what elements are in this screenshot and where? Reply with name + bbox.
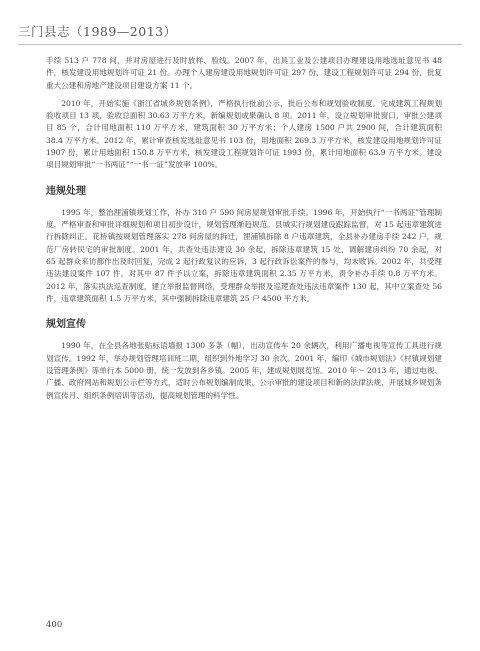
page-number: 400	[46, 620, 63, 630]
section-heading-publicity: 规划宣传	[46, 319, 86, 331]
paragraph: 1995 年，整治浬浦镇规划工作，补办 310 户 590 间房屋规划审批手续。1996 年，开始执行“一书两证”管理制度，严格审查和审批详细规划和项目初步设计，规划管理渐趋规范。县城实行规划建设跟踪监督，对 15 起违章建筑进行拆除纠正。花桥镇按规划管理落实 278 间房屋的拆迁，浬浦镇拆除 8 户违章建筑，全县补办建房手续 242 户，规范厂房转民宅的审批制度。2001 年，共查处违法建设 30 余起，拆除违章建筑 15 处，调解建房纠纷 70 余起，对 65 起群众来访都作出及时回复，完成 2 起行政复议的应诉，3 起行政诉讼案件的参与，均未败诉。2002 年，共受理违法建设案件 107 件，对其中 87 件予以立案，拆除违章建筑面积 2.35 万平方米，责令补办手续 0.8 万平方米。2012 年，落实执法巡查制度，建立举报监督网络，受理群众举报及巡逻查处违法违章案件 130 起，其中立案查处 56 件，违章建筑面积 1.5 万平方米，其中强制拆除违章建筑 25 户 4500 平方米。	[46, 207, 442, 303]
paragraph: 2010 年，开始实施《浙江省城乡规划条例》，严格执行批前公示、批后公布和规划验收制度。完成建筑工程规划验收项目 13 项，验收总面积 30.63 万平方米，新编规划成果确认 8 项。2011 年，设立规划审批窗口，审批公建项目 85 个，合计用地面积 110 万平方米，建筑面积 30 万平方米；个人建房 1500 户共 2900 间，合计建筑面积 38.4 万平方米。2012 年，累计审查核发选址意见书 103 份，用地面积 269.3 万平方米，核发建设用地规划许可证 1907 份，累计用地面积 150.8 万平方米，核发建设工程规划许可证 1993 份，累计用地面积 63.9 万平方米。建设项目规划审批“一书两证”“一书一证”发放率 100%。	[46, 98, 442, 170]
section-heading-violations: 违规处理	[46, 185, 86, 197]
header-rule	[18, 44, 462, 45]
paragraph: 手续 513 户 778 间，并对房屋进行及时放样、验线。2007 年，出具工业及公建项目办理建设用地选址意见书 48 件，核发建设用地规划许可证 21 份。办理个人建房建设用地规划许可证 297 份，建设工程规划许可证 294 份，批复重大公建和房地产建设项目建设方案 11 个。	[46, 56, 442, 90]
running-head-title: 三门县志（1989—2013）	[18, 24, 177, 39]
main-text	[46, 55, 442, 408]
paragraph: 1990 年，在全县各地张贴标语墙报 1300 多条（幅），出动宣传车 20 余辆次，利用广播电视等宣传工具进行规划宣传。1992 年，举办规划管理培训班二期，组织到外地学习 30 余次。2001 年，编印《城市规划法》《村镇规划建设管理条例》等单行本 5000 册，统一发放到各乡镇。2005 年，建成规划展览馆。2010 年～ 2013 年，通过电视、广播、政府网站和规划公示栏等方式，适时公布规划编制成果，公示审批的建设项目和新的法律法规，开展城乡规划条例宣传月、组织条例培训等活动，提高规划管理的科学性。	[46, 341, 442, 400]
